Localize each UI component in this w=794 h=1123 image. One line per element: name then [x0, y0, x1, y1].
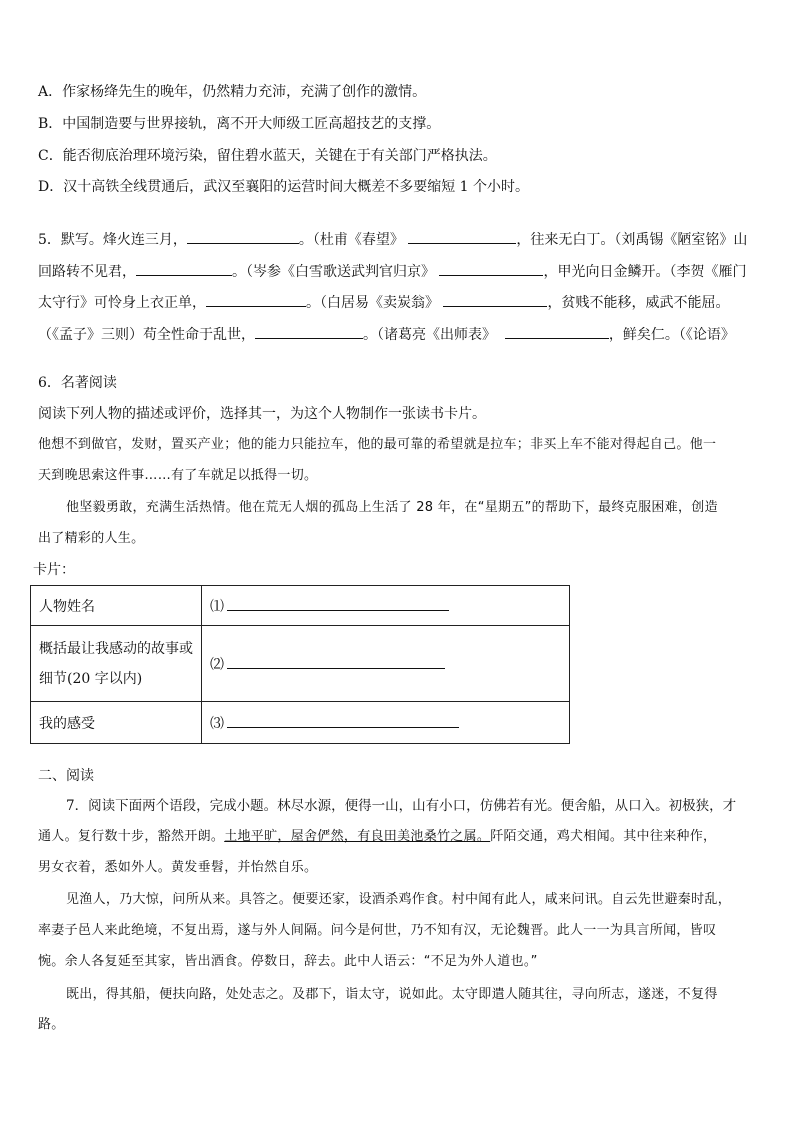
card-label-text: 概括最让我感动的故事或 [39, 640, 193, 657]
card-label-text: 细节(20 字以内) [39, 670, 143, 687]
option-d: D．汉十高铁全线贯通后，武汉至襄阳的运营时间大概差不多要缩短 1 个小时。 [38, 179, 530, 195]
q5-text: ，鲜矣仁。（《论语》 [608, 327, 735, 343]
option-c: C．能否彻底治理环境污染，留住碧水蓝天，关键在于有关部门严格执法。 [38, 148, 497, 164]
section-title: 二、阅读 [38, 768, 94, 784]
q5-text: 。（诸葛亮《出师表》 [363, 327, 496, 343]
q6-description-1: 天到晚思索这件事……有了车就足以抵得一切。 [38, 468, 318, 483]
passage-text: 阡陌交通，鸡犬相闻。其中往来种作， [490, 829, 717, 844]
answer-blank[interactable] [439, 261, 543, 276]
passage-line: 见渔人，乃大惊，问所从来。具答之。便要还家，设酒杀鸡作食。村中闻有此人，咸来问讯。自云先世避秦时乱， [66, 892, 732, 907]
q6-description-1: 他想不到做官，发财，置买产业；他的能力只能拉车，他的最可靠的希望就是拉车；非买上车不能对得起自己。他一 [38, 437, 717, 452]
underlined-sentence: 土地平旷，屋舍俨然，有良田美池桑竹之属。 [224, 829, 491, 844]
answer-line[interactable] [227, 715, 459, 728]
passage-line [66, 797, 736, 815]
passage-line [38, 828, 716, 846]
q5-text: （《孟子》三则）苟全性命于乱世， [38, 327, 255, 343]
q5-text: 回路转不见君， [38, 264, 136, 280]
answer-blank[interactable] [255, 324, 363, 339]
passage-text: 通人。复行数十步，豁然开朗。 [38, 829, 225, 844]
passage-text: 7．阅读下面两个语段，完成小题。林尽水源，便得一山，山有小口，仿佛若有光。便舍船，从口入。初极狭，才 [66, 798, 737, 814]
q5-text: 。（岑参《白雪歌送武判官归京》 [232, 264, 435, 280]
q6-title: 6．名著阅读 [38, 375, 117, 391]
q6-instruction: 阅读下列人物的描述或评价，选择其一，为这个人物制作一张读书卡片。 [38, 406, 486, 422]
card-answer-cell[interactable] [202, 586, 570, 626]
answer-blank[interactable] [408, 229, 516, 244]
item-number: ⑵ [210, 656, 224, 673]
item-number: ⑶ [210, 715, 224, 732]
q5-line-4 [38, 324, 735, 344]
answer-blank[interactable] [206, 292, 306, 307]
q5-text: ，贫贱不能移，威武不能屈。 [547, 295, 730, 311]
card-label-story [31, 626, 202, 702]
answer-blank[interactable] [505, 324, 609, 339]
q5-text: ，往来无白丁。（刘禹锡《陋室铭》山 [516, 232, 748, 248]
passage-line: 路。 [38, 1017, 65, 1032]
option-a: A．作家杨绛先生的晚年，仍然精力充沛，充满了创作的激情。 [38, 84, 427, 100]
card-answer-cell[interactable] [202, 702, 570, 744]
q6-description-2: 出了精彩的人生。 [38, 531, 145, 546]
passage-line: 惋。余人各复延至其家，皆出酒食。停数日，辞去。此中人语云：“不足为外人道也。” [38, 954, 538, 969]
answer-line[interactable] [227, 598, 449, 611]
q5-text: 。（杜甫《春望》 [298, 232, 404, 248]
card-label-feeling: 我的感受 [31, 702, 202, 744]
item-number: ⑴ [210, 598, 224, 615]
option-b: B．中国制造要与世界接轨，离不开大师级工匠高超技艺的支撑。 [38, 116, 441, 132]
answer-line[interactable] [227, 656, 445, 669]
card-label: 卡片： [33, 562, 75, 578]
q5-text: 。（白居易《卖炭翁》 [306, 295, 439, 311]
q5-line-1 [38, 229, 747, 249]
q5-line-3 [38, 292, 729, 312]
answer-blank[interactable] [136, 261, 232, 276]
q5-text: 5．默写。烽火连三月， [38, 232, 187, 248]
answer-blank[interactable] [187, 229, 299, 244]
q5-text: ，甲光向日金鳞开。（李贺《雁门 [543, 264, 747, 280]
card-label-name: 人物姓名 [31, 586, 202, 626]
passage-line: 既出，得其船，便扶向路，处处志之。及郡下，诣太守，说如此。太守即遣人随其往，寻向所志，遂迷，不复得 [66, 987, 718, 1002]
reading-card-table [30, 585, 570, 744]
answer-blank[interactable] [443, 292, 547, 307]
card-answer-cell[interactable] [202, 626, 570, 702]
q5-line-2 [38, 261, 746, 281]
q5-text: 太守行》可怜身上衣正单， [38, 295, 206, 311]
q6-description-2: 他坚毅勇敢，充满生活热情。他在荒无人烟的孤岛上生活了 28 年，在“星期五”的帮助下，最终克服困难，创造 [66, 500, 718, 515]
passage-line: 男女衣着，悉如外人。黄发垂髫，并怡然自乐。 [38, 860, 318, 875]
table-row [31, 586, 570, 626]
table-row [31, 702, 570, 744]
passage-line: 率妻子邑人来此绝境，不复出焉，遂与外人间隔。问今是何世，乃不知有汉，无论魏晋。此人一一为具言所闻，皆叹 [38, 923, 717, 938]
table-row [31, 626, 570, 702]
